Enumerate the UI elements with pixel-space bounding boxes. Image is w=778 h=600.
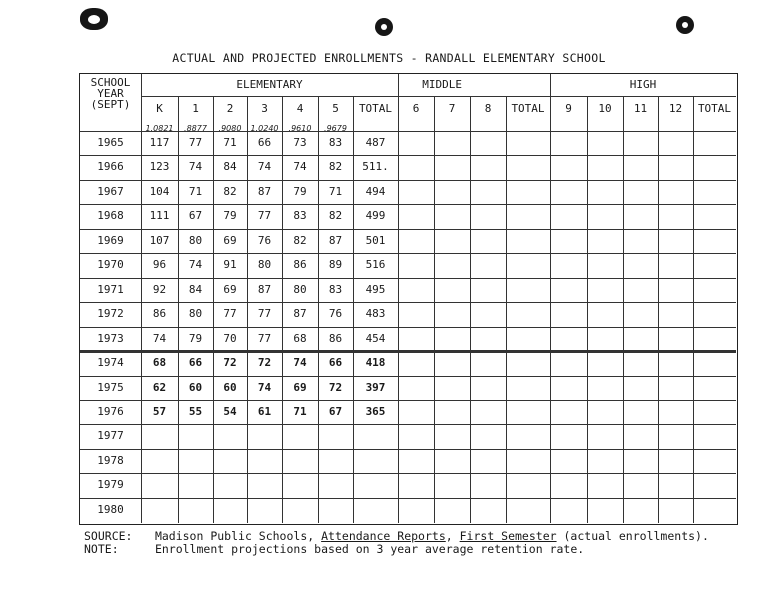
enrollment-cell: 82 bbox=[223, 184, 237, 198]
enrollment-cell: 74 bbox=[188, 258, 203, 272]
note-line bbox=[84, 543, 709, 556]
column-line bbox=[434, 96, 435, 523]
enrollment-cell: 79 bbox=[223, 209, 237, 223]
enrollment-cell: 87 bbox=[293, 307, 307, 321]
enrollment-cell: 74 bbox=[293, 356, 307, 370]
enrollment-cell: 68 bbox=[293, 331, 307, 345]
grade-header: 9 bbox=[565, 102, 572, 115]
enrollment-cell: 66 bbox=[188, 356, 203, 370]
enrollment-cell: 83 bbox=[328, 282, 343, 296]
enrollment-cell: 84 bbox=[188, 282, 203, 296]
enrollment-cell: 123 bbox=[149, 160, 170, 174]
enrollment-cell: 96 bbox=[152, 258, 167, 272]
source-first-semester: First Semester bbox=[459, 529, 557, 543]
retention-rate: .8877 bbox=[184, 124, 207, 133]
enrollment-cell: 87 bbox=[257, 184, 272, 198]
punch-hole-middle bbox=[375, 18, 393, 36]
enrollment-cell: 87 bbox=[257, 282, 272, 296]
punch-hole-right bbox=[676, 16, 694, 34]
enrollment-cell: 68 bbox=[152, 356, 167, 370]
enrollment-cell: 74 bbox=[152, 331, 167, 345]
group-header-divider bbox=[141, 96, 736, 97]
source-suffix: (actual enrollments). bbox=[563, 529, 709, 543]
note-label: NOTE: bbox=[84, 542, 119, 556]
enrollment-cell: 86 bbox=[293, 258, 307, 272]
enrollment-cell: 83 bbox=[328, 136, 343, 149]
enrollment-cell: 73 bbox=[293, 136, 307, 149]
enrollment-cell: 77 bbox=[257, 331, 272, 345]
enrollment-cell: 89 bbox=[328, 258, 343, 272]
enrollment-cell: 80 bbox=[188, 233, 203, 247]
grade-header: K bbox=[156, 102, 163, 115]
enrollment-cell: 516 bbox=[365, 258, 386, 272]
grade-header: 5 bbox=[332, 102, 339, 115]
enrollment-cell: 69 bbox=[223, 233, 237, 247]
high-group-header: HIGH bbox=[629, 78, 657, 91]
column-line bbox=[623, 96, 624, 523]
enrollment-cell: 67 bbox=[188, 209, 203, 223]
retention-rate: .9610 bbox=[288, 124, 312, 133]
school-year-cell: 1974 bbox=[97, 356, 124, 370]
retention-rate: 1.0240 bbox=[250, 124, 279, 133]
enrollment-cell: 80 bbox=[188, 307, 203, 321]
grade-header: 8 bbox=[484, 102, 492, 115]
source-label: SOURCE: bbox=[84, 529, 133, 543]
page-title: ACTUAL AND PROJECTED ENROLLMENTS - RANDALL ELEMENTARY SCHOOL bbox=[172, 51, 606, 65]
group-column-line bbox=[398, 74, 399, 523]
grade-header: 7 bbox=[448, 102, 456, 115]
enrollment-cell: 69 bbox=[293, 380, 307, 394]
school-year-cell: 1970 bbox=[97, 258, 124, 272]
school-year-cell: 1975 bbox=[97, 380, 124, 394]
enrollment-cell: 77 bbox=[257, 209, 272, 223]
enrollment-cell: 111 bbox=[149, 209, 170, 223]
enrollment-cell: 494 bbox=[365, 184, 386, 198]
enrollment-cell: 84 bbox=[223, 160, 237, 174]
school-year-header: (SEPT) bbox=[90, 98, 131, 111]
enrollment-cell: 66 bbox=[257, 136, 272, 149]
school-year-cell: 1965 bbox=[97, 136, 124, 149]
enrollment-cell: 60 bbox=[223, 380, 237, 394]
enrollment-cell: 77 bbox=[223, 307, 237, 321]
school-year-cell: 1971 bbox=[97, 282, 124, 296]
enrollment-cell: 86 bbox=[152, 307, 167, 321]
enrollment-cell: 454 bbox=[365, 331, 386, 345]
grade-header: TOTAL bbox=[697, 102, 732, 115]
enrollment-cell: 67 bbox=[328, 404, 343, 418]
column-line bbox=[470, 96, 471, 523]
enrollment-cell: 82 bbox=[293, 233, 307, 247]
enrollment-cell: 66 bbox=[328, 356, 343, 370]
school-year-cell: 1972 bbox=[97, 307, 124, 321]
grade-header: 10 bbox=[598, 102, 612, 115]
retention-rate: .9679 bbox=[324, 124, 347, 133]
school-year-cell: 1968 bbox=[97, 209, 124, 223]
enrollment-cell: 62 bbox=[152, 380, 167, 394]
middle-group-header: MIDDLE bbox=[422, 78, 462, 91]
enrollment-cell: 365 bbox=[365, 404, 386, 418]
grade-header: 1 bbox=[192, 102, 199, 115]
enrollment-cell: 483 bbox=[365, 307, 386, 321]
grade-header: 12 bbox=[668, 102, 683, 115]
enrollment-cell: 77 bbox=[257, 307, 272, 321]
enrollment-cell: 92 bbox=[152, 282, 167, 296]
grade-header: 3 bbox=[261, 102, 268, 115]
group-column-line bbox=[550, 74, 551, 523]
enrollment-cell: 495 bbox=[365, 282, 386, 296]
enrollment-cell: 74 bbox=[257, 160, 272, 174]
notes-block bbox=[84, 530, 709, 556]
enrollment-cell: 82 bbox=[328, 209, 343, 223]
elementary-group-header: ELEMENTARY bbox=[236, 78, 303, 91]
note-text: Enrollment projections based on 3 year average retention rate. bbox=[154, 542, 585, 556]
column-line bbox=[658, 96, 659, 523]
enrollment-cell: 69 bbox=[223, 282, 237, 296]
enrollment-cell: 91 bbox=[223, 258, 237, 272]
school-year-cell: 1978 bbox=[97, 453, 124, 467]
enrollment-cell: 80 bbox=[257, 258, 272, 272]
enrollment-cell: 83 bbox=[293, 209, 307, 223]
grade-header: 2 bbox=[226, 102, 234, 115]
school-year-cell: 1979 bbox=[97, 478, 124, 492]
enrollment-cell: 107 bbox=[149, 233, 170, 247]
enrollment-cell: 80 bbox=[293, 282, 307, 296]
enrollment-cell: 60 bbox=[188, 380, 203, 394]
enrollment-cell: 397 bbox=[365, 380, 386, 394]
enrollment-cell: 74 bbox=[188, 160, 203, 174]
source-text: Madison Public Schools, bbox=[154, 529, 315, 543]
school-year-cell: 1966 bbox=[97, 160, 124, 174]
enrollment-cell: 79 bbox=[293, 184, 307, 198]
enrollment-cell: 54 bbox=[223, 404, 237, 418]
school-year-header: SCHOOL bbox=[90, 76, 131, 89]
enrollment-cell: 499 bbox=[365, 209, 386, 223]
enrollment-cell: 76 bbox=[328, 307, 343, 321]
school-year-cell: 1967 bbox=[97, 184, 124, 198]
school-year-cell: 1976 bbox=[97, 404, 124, 418]
retention-rate: 1.0821 bbox=[145, 124, 174, 133]
column-line bbox=[587, 96, 588, 523]
grade-header: 11 bbox=[633, 102, 648, 115]
enrollment-cell: 74 bbox=[293, 160, 307, 174]
enrollment-cell: 70 bbox=[223, 331, 237, 345]
grade-header: 6 bbox=[412, 102, 420, 115]
enrollment-cell: 72 bbox=[223, 356, 237, 370]
school-year-cell: 1973 bbox=[97, 331, 124, 345]
enrollment-cell: 104 bbox=[149, 184, 170, 198]
enrollment-cell: 71 bbox=[328, 184, 343, 198]
column-line bbox=[506, 96, 507, 523]
grade-header: TOTAL bbox=[511, 102, 545, 115]
enrollment-cell: 72 bbox=[328, 380, 343, 394]
school-year-cell: 1980 bbox=[97, 502, 124, 516]
enrollment-cell: 72 bbox=[257, 356, 272, 370]
enrollment-cell: 61 bbox=[257, 404, 272, 418]
source-attendance-reports: Attendance Reports bbox=[321, 529, 446, 543]
enrollment-cell: 418 bbox=[365, 356, 386, 370]
enrollment-cell: 76 bbox=[257, 233, 272, 247]
grade-header: 4 bbox=[296, 102, 304, 115]
enrollment-cell: 71 bbox=[293, 404, 307, 418]
enrollment-cell: 87 bbox=[328, 233, 343, 247]
column-line bbox=[693, 96, 694, 523]
enrollment-cell: 55 bbox=[188, 404, 203, 418]
enrollment-cell: 57 bbox=[152, 404, 167, 418]
enrollment-cell: 487 bbox=[365, 136, 386, 149]
school-year-cell: 1969 bbox=[97, 233, 124, 247]
school-year-cell: 1977 bbox=[97, 429, 124, 443]
retention-rate: .9080 bbox=[218, 124, 242, 133]
enrollment-cell: 71 bbox=[223, 136, 237, 149]
enrollment-cell: 74 bbox=[257, 380, 272, 394]
source-comma: , bbox=[445, 529, 453, 543]
school-year-header: YEAR bbox=[97, 87, 124, 100]
enrollment-cell: 71 bbox=[188, 184, 203, 198]
grade-header: TOTAL bbox=[358, 102, 393, 115]
enrollment-cell: 501 bbox=[365, 233, 386, 247]
enrollment-cell: 77 bbox=[188, 136, 203, 149]
enrollment-cell: 511. bbox=[362, 160, 389, 174]
enrollment-cell: 86 bbox=[328, 331, 343, 345]
enrollment-table bbox=[79, 73, 738, 525]
enrollment-cell: 82 bbox=[328, 160, 343, 174]
enrollment-cell: 117 bbox=[149, 136, 170, 149]
punch-hole-left bbox=[80, 8, 108, 30]
enrollment-cell: 79 bbox=[188, 331, 203, 345]
